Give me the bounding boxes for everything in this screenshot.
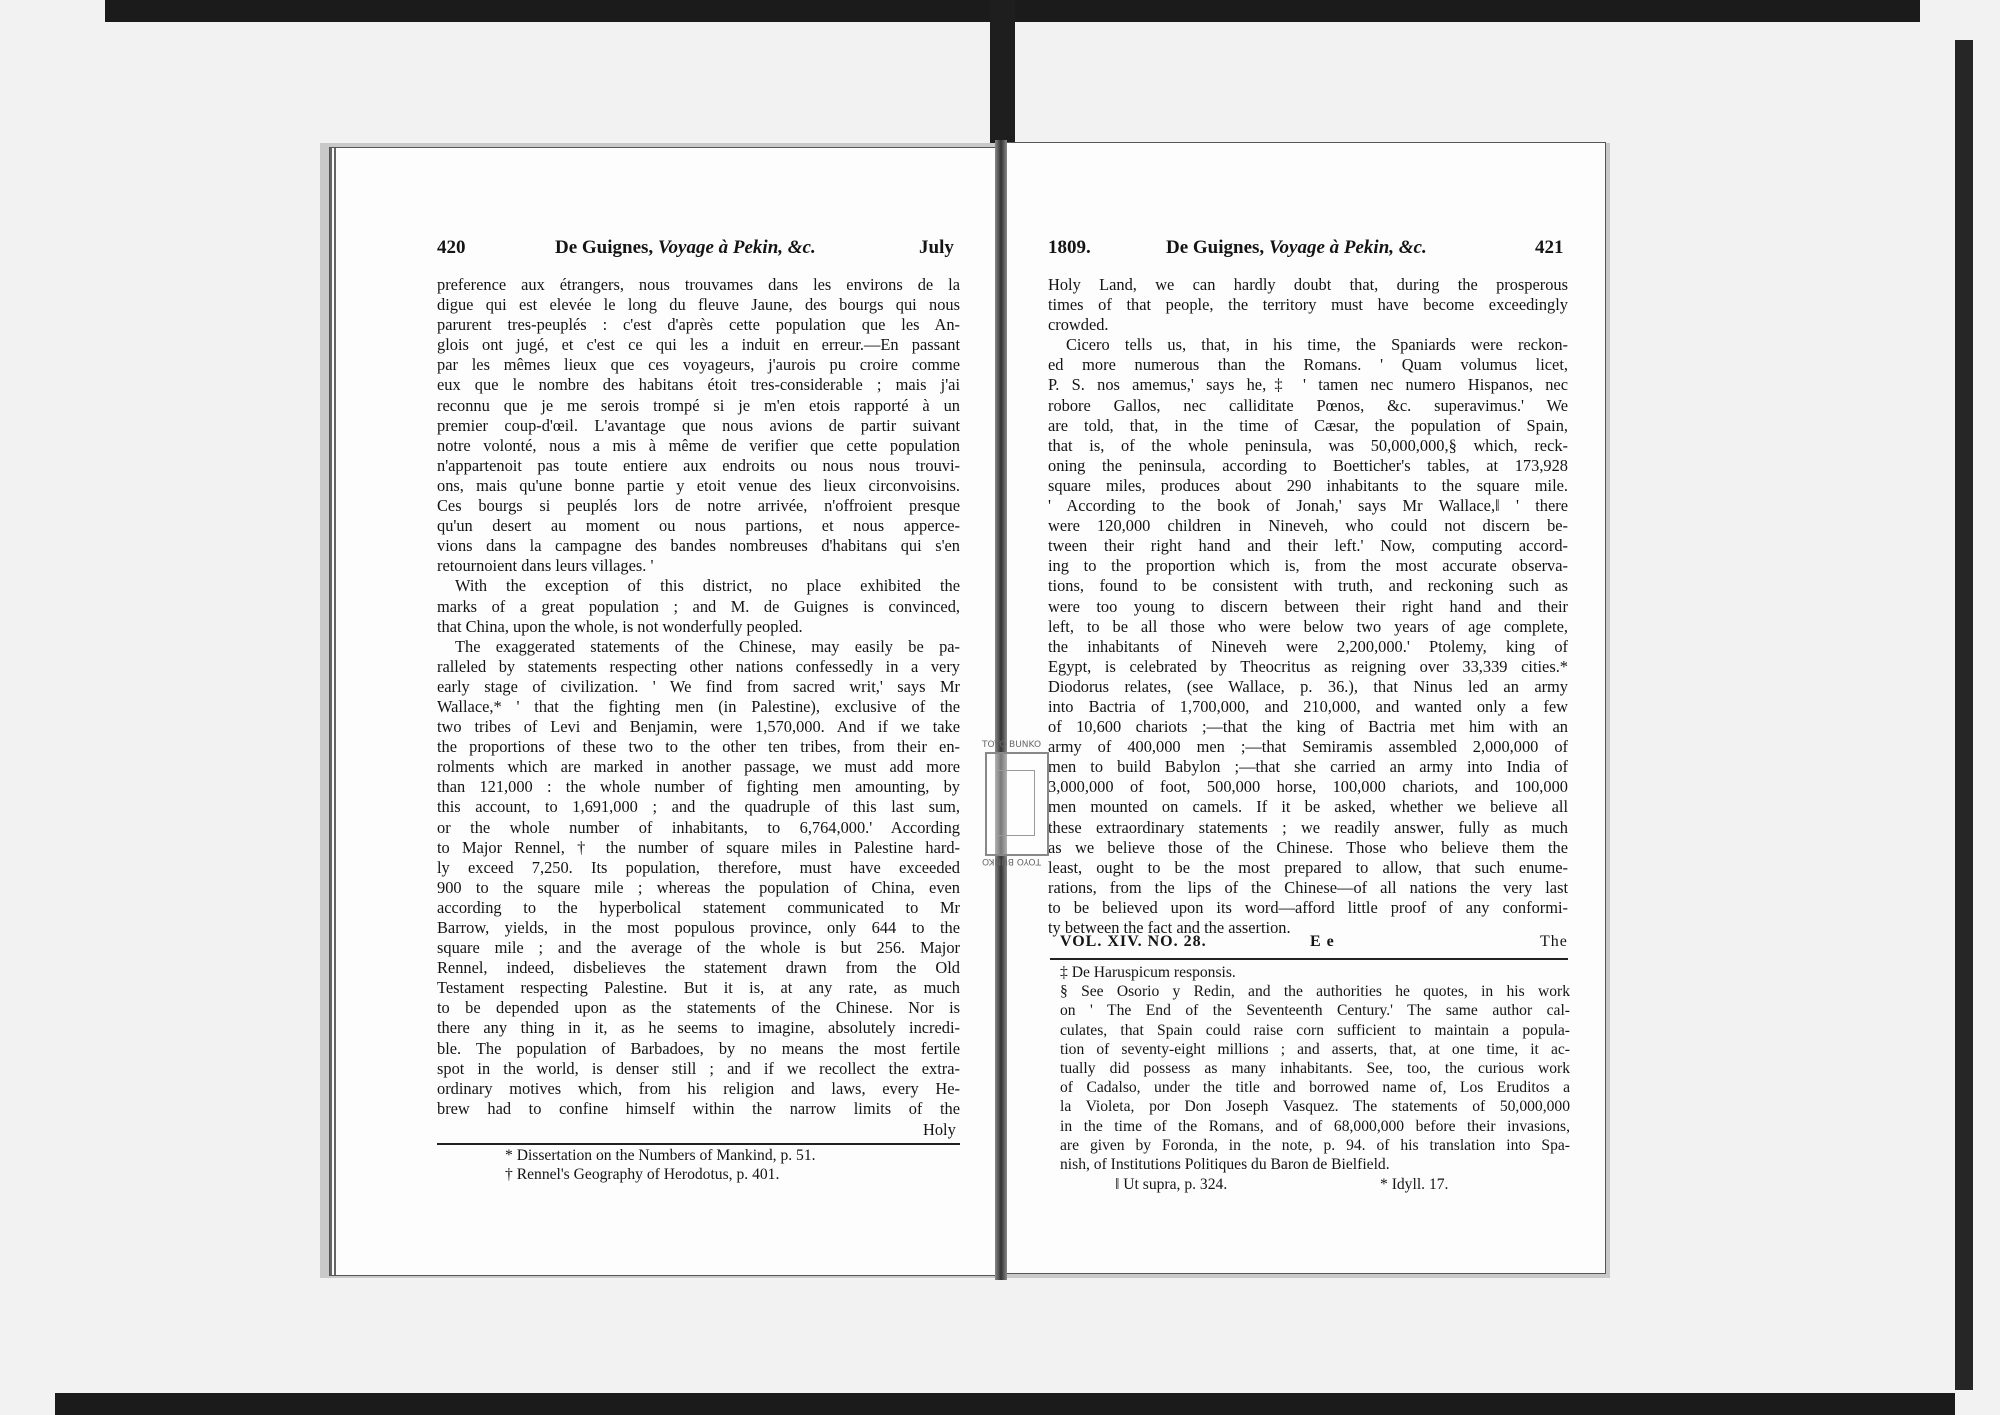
library-stamp-bottom-text: TOYO BUNKO [982,856,1042,866]
text-line: that China, upon the whole, is not wonderfully peopled. [437,616,803,636]
text-line: qu'un desert au moment ou nous partions, et nous apperce- [437,516,960,536]
text-line: ed more numerous than the Romans. ' Quam volumus licet, [1048,355,1568,375]
text-line: than 121,000 : the whole number of fighting men amounting, by [437,777,960,797]
footnote-line: culates, that Spain could raise corn sufficient to maintain a popula- [1060,1021,1570,1039]
footnote-line: § See Osorio y Redin, and the authorities he quotes, in his work [1060,983,1570,1001]
text-line: oning the peninsula, according to Boetticher's tables, at 173,928 [1048,455,1568,475]
scan-background: 420 De Guignes, Voyage à Pekin, &c. July preference aux étrangers, nous trouvames dans les environs de la digue qui est elevée le long du fleuve Jaune, des bourgs qui nous parurent tres-peuplés : c'est d'après cette population que les An- glois ont jugé, et c'est ce qui les a induit en erreur.—En passant par les mêmes lieux que ces voyageurs, j'aurois pu croire comme eux que le nombre des habitans étoit tres-considerable ; mais j'ai reconnu que je me serois trompé si je m'en etois rapporté à un premier coup-d'œil. L'avantage que nous avions de partir suivant notre volonté, nous a mis à même de verifier que cette population n'appartenoit pas toute entiere aux endroits ou nous nous trouvi- ons, mais qu'une bonne partie y etoit venue des lieux circonvoisins. Ces bourgs si peuplés lors de notre arrivée, n'offroient presque qu'un desert au moment ou nous partions, et nous apperce- vions dans la campagne des bandes nombreuses d'habitans qui s'en retournoient dans leurs villages. ' With the exception of this district, no place exhibited the marks of a great population ; and M. de Guignes is convinced, that China, upon the whole, is not wonderfully peopled. The exaggerated statements of the Chinese, may easily be pa- ralleled by statements respecting other nations confessedly in a very early stage of civilization. ' We find from sacred writ,' says Mr Wallace,* ' that the fighting men (in Palestine), exclusive of the two tribes of Levi and Benjamin, were 1,570,000. And if we take the proportions of these two to the other ten tribes, from their en- rolments which are marked in another passage, we must add more than 121,000 : the whole number of fighting men amounting, by this account, to 1,691,000 ; and the quadruple of this last sum, or the whole number of inhabitants, to 6,764,000.' According to Major Rennel, † the number of square miles in Palestine hard- ly exceed 7,250. Its population, therefore, must have exceeded 900 to the square mile ; whereas the population of China, even according to the hyperbolical statement communicated to Mr Barrow, yields, in the most populous province, only 644 to the square mile ; and the average of the whole is but 256. Major Rennel, indeed, disbelieves the statement drawn from the Old Testament respecting Palestine. But it is, at any rate, as much to be depended upon as the statements of the Chinese. Nor is there any thing in it, as he seems to imagine, absolutely incredi- ble. The population of Barbadoes, by no means the most fertile spot in the world, is denser still ; and if we recollect the extra- ordinary motives which, from his religion and laws, every He- brew had to confine himself within the narrow limits of the Holy * Dissertation on the Numbers of Mankind, p. 51. † Rennel's Geography of Herodotus, p. 401. 1809. De Guignes, Voyage à Pekin, &c. 421 Holy Land, we can hardly doubt that, during the prosperous times of that people, the territory must have become exceedingly crowded. Cicero tells us, that, in his time, the Spaniards were reckon- ed more numerous than the Romans. ' Quam volumus licet, P. S. nos amemus,' says he,‡ ' tamen nec numero Hispanos, nec robore Gallos, nec calliditate Pœnos, &c. superavimus.' We are told, that, in the time of Cæsar, the population of Spain, that is, of the whole peninsula, was 50,000,000,§ which, reck- oning the peninsula, according to Boetticher's tables, at 173,928 square miles, produces about 290 inhabitants to the square mile. ' According to the book of Jonah,' says Mr Wallace,‖ ' there were 120,000 children in Nineveh, who could not discern be- tween their right hand and their left.' Now, computing accord- ing to the proportion which is, from the most accurate observa- tions, found to be consistent with truth, and reckoning such as were too young to discern between their right hand and their left, to be all those who were below two years of age complete, the inhabitants of Nineveh were 2,200,000.' Ptolemy, king of Egypt, is celebrated by Theocritus as reigning over 33,339 cities.* Diodorus relates, (see Wallace, p. 36.), that Ninus led an army into Bactria of 1,700,000, and 210,000, and wanted only a few of 10,600 chariots ;—that the king of Bactria met him with an army of 400,000 men ;—that Semiramis assembled 2,000,000 of men to build Babylon ;—that she carried an army into India of 3,000,000 of foot, 500,000 horse, 100,000 chariots, and 100,000 men mounted on camels. If it be asked, whether we believe all these extraordinary statements ; we readily answer, fully as much as we believe those of the Chinese. Those who believe them the least, ought to be the most prepared to allow, that such enume- rations, from the lips of the Chinese—of all nations the very last to be believed upon its word—afford little proof of any conformi- ty between the fact and the assertion. VOL. XIV. NO. 28. E e The ‡ De Haruspicum responsis. § See Osorio y Redin, and the authorities he quotes, in his work on ' The End of the Seventeenth Century.' The same author cal- culates, that Spain could raise corn sufficient to maintain a popula- tion of seventy-eight millions ; and asserts, that, at one time, it ac- tually did possess as many inhabitants. See, too, the curious work of Cadalso, under the title and borrowed name of, Los Eruditos a la Violeta, por Don Joseph Vasquez. The statements of 50,000,000 in the time of the Romans, and of 68,000,000 before their invasions, are given by Foronda, in the note, p. 94. of his translation into Spa- nish, of Institutions Politiques du Baron de Bielfield. ‖ Ut supra, p. 324. * Idyll. 17. TOYO BUNKO TOYO BUNKO [0,0,2000,1415]
text-line: were 120,000 children in Nineveh, who could not discern be- [1048,516,1568,536]
footnote-line: la Violeta, por Don Joseph Vasquez. The statements of 50,000,000 [1060,1098,1570,1116]
left-catchword: Holy [923,1120,956,1139]
text-line: Cicero tells us, that, in his time, the Spaniards were reckon- [1066,335,1568,355]
text-line: The exaggerated statements of the Chinese, may easily be pa- [455,636,960,656]
right-running-head [1048,237,1564,267]
left-footnotes [505,1146,816,1184]
footnote-line: tually did possess as many inhabitants. See, too, the curious work [1060,1059,1570,1077]
text-line: parurent tres-peuplés : c'est d'après cette population que les An- [437,315,960,335]
text-line: vions dans la campagne des bandes nombreuses d'habitans qui s'en [437,536,960,556]
text-line: there any thing in it, as he seems to imagine, absolutely incredi- [437,1018,960,1038]
scan-edge-top-right [1015,0,1920,22]
text-line: brew had to confine himself within the narrow limits of the [437,1098,960,1118]
text-line: ' According to the book of Jonah,' says Mr Wallace,‖ ' there [1048,496,1568,516]
text-line: early stage of civilization. ' We find from sacred writ,' says Mr [437,676,960,696]
text-line: retournoient dans leurs villages. ' [437,556,654,576]
text-line: marks of a great population ; and M. de Guignes is convinced, [437,596,960,616]
footnote-line: nish, of Institutions Politiques du Baron de Bielfield. [1060,1155,1390,1173]
text-line: into Bactria of 1,700,000, and 210,000, and wanted only a few [1048,696,1568,716]
text-line: tions, found to be consistent with truth, and reckoning such as [1048,576,1568,596]
footnote-line: on ' The End of the Seventeenth Century.' The same author cal- [1060,1002,1570,1020]
library-stamp-seal [997,770,1035,836]
book-gutter [995,140,1007,1280]
text-line: this account, to 1,691,000 ; and the quadruple of this last sum, [437,797,960,817]
scan-edge-top-left [105,0,990,22]
text-line: army of 400,000 men ;—that Semiramis assembled 2,000,000 of [1048,737,1568,757]
scan-spine-shadow [990,0,1015,150]
text-line: or the whole number of inhabitants, to 6,764,000.' According [437,817,960,837]
scan-edge-right [1955,40,1973,1390]
text-line: as we believe those of the Chinese. Those who believe them the [1048,837,1568,857]
right-year: 1809. [1048,237,1091,258]
text-line: to Major Rennel, † the number of square miles in Palestine hard- [437,837,960,857]
library-stamp [985,752,1049,856]
text-line: that is, of the whole peninsula, was 50,000,000,§ which, reck- [1048,435,1568,455]
text-line: eux que le nombre des habitans étoit tres-considerable ; mais j'ai [437,375,960,395]
right-footnote-rule [1050,958,1568,960]
text-line: men mounted on camels. If it be asked, whether we believe all [1048,797,1568,817]
text-line: par les mêmes lieux que ces voyageurs, j'aurois pu croire comme [437,355,960,375]
text-line: were too young to discern between their right hand and their [1048,596,1568,616]
text-line: P. S. nos amemus,' says he,‡ ' tamen nec numero Hispanos, nec [1048,375,1568,395]
right-body-text [1048,275,1568,938]
text-line: ordinary motives which, from his religion and laws, every He- [437,1078,960,1098]
text-line: square mile ; and the average of the whole is but 256. Major [437,938,960,958]
text-line: square miles, produces about 290 inhabitants to the square mile. [1048,475,1568,495]
left-footnote-rule [437,1143,960,1145]
footnote-line: are given by Foronda, in the note, p. 94. of his translation into Spa- [1060,1136,1570,1154]
text-line: to be depended upon as the statements of the Chinese. Nor is [437,998,960,1018]
text-line: robore Gallos, nec calliditate Pœnos, &c. superavimus.' We [1048,395,1568,415]
text-line: two tribes of Levi and Benjamin, were 1,570,000. And if we take [437,717,960,737]
left-page-number: 420 [437,237,466,258]
footnote-line: in the time of the Romans, and of 68,000,000 before their invasions, [1060,1117,1570,1135]
left-running-month: July [919,237,954,258]
text-line: With the exception of this district, no place exhibited the [455,576,960,596]
text-line: these extraordinary statements ; we readily answer, fully as much [1048,817,1568,837]
text-line: Egypt, is celebrated by Theocritus as reigning over 33,339 cities.* [1048,656,1568,676]
text-line: ly exceed 7,250. Its population, therefore, must have exceeded [437,857,960,877]
text-line: left, to be all those who were below two years of age complete, [1048,616,1568,636]
left-running-head [437,237,957,267]
text-line: notre volonté, nous a mis à même de verifier que cette population [437,435,960,455]
text-line: Holy Land, we can hardly doubt that, during the prosperous [1048,275,1568,294]
text-line: according to the hyperbolical statement communicated to Mr [437,897,960,917]
text-line: least, ought to be the most prepared to allow, that such enume- [1048,857,1568,877]
text-line: 3,000,000 of foot, 500,000 horse, 100,000 chariots, and 100,000 [1048,777,1568,797]
text-line: crowded. [1048,315,1109,335]
footnote-line: * Dissertation on the Numbers of Mankind, p. 51. [505,1147,816,1164]
scan-edge-bottom [55,1393,1955,1415]
right-running-title: De Guignes, Voyage à Pekin, &c. [1166,237,1427,258]
text-line: of 10,600 chariots ;—that the king of Bactria met him with an [1048,717,1568,737]
text-line: the proportions of these two to the other ten tribes, from their en- [437,737,960,757]
text-line: ble. The population of Barbadoes, by no means the most fertile [437,1038,960,1058]
text-line: the inhabitants of Nineveh were 2,200,000.' Ptolemy, king of [1048,636,1568,656]
footnote-line: of Cadalso, under the title and borrowed name of, Los Eruditos a [1060,1079,1570,1097]
text-line: reconnu que je me serois trompé si je m'en etois rapporté à un [437,395,960,415]
text-line: premier coup-d'œil. L'avantage que nous avions de partir suivant [437,415,960,435]
library-stamp-top-text: TOYO BUNKO [982,740,1042,750]
text-line: ons, mais qu'une bonne partie y etoit venue des lieux circonvoisins. [437,475,960,495]
text-line: Rennel, indeed, disbelieves the statement drawn from the Old [437,958,960,978]
text-line: tween their right hand and their left.' Now, computing accord- [1048,536,1568,556]
text-line: Testament respecting Palestine. But it is, at any rate, as much [437,978,960,998]
text-line: ty between the fact and the assertion. [1048,918,1291,937]
right-page-number: 421 [1535,237,1564,258]
footnote-line: ‡ De Haruspicum responsis. [1060,964,1236,981]
text-line: to be believed upon its word—afford little proof of any conformi- [1048,897,1568,917]
left-body-text [437,275,960,1119]
text-line: ralleled by statements respecting other nations confessedly in a very [437,656,960,676]
text-line: 900 to the square mile ; whereas the population of China, even [437,877,960,897]
text-line: Diodorus relates, (see Wallace, p. 36.), that Ninus led an army [1048,676,1568,696]
text-line: rolments which are marked in another passage, we must add more [437,757,960,777]
text-line: are told, that, in the time of Cæsar, the population of Spain, [1048,415,1568,435]
text-line: n'appartenoit pas toute entiere aux endroits ou nous nous trouvi- [437,455,960,475]
left-running-title: De Guignes, Voyage à Pekin, &c. [555,237,816,258]
text-line: Barrow, yields, in the most populous province, only 644 to the [437,918,960,937]
text-line: Wallace,* ' that the fighting men (in Palestine), exclusive of the [437,696,960,716]
text-line: Ces bourgs si peuplés lors de notre arrivée, n'offroient presque [437,496,960,516]
text-line: preference aux étrangers, nous trouvames dans les environs de la [437,275,960,294]
text-line: glois ont jugé, et c'est ce qui les a induit en erreur.—En passant [437,335,960,355]
text-line: men to build Babylon ;—that she carried an army into India of [1048,757,1568,777]
text-line: digue qui est elevée le long du fleuve Jaune, des bourgs qui nous [437,295,960,315]
footnote-line: † Rennel's Geography of Herodotus, p. 401. [505,1166,780,1184]
text-line: ing to the proportion which is, from the most accurate observa- [1048,556,1568,576]
text-line: rations, from the lips of the Chinese—of all nations the very last [1048,877,1568,897]
text-line: times of that people, the territory must have become exceedingly [1048,295,1568,315]
text-line: spot in the world, is denser still ; and if we recollect the extra- [437,1058,960,1078]
footnote-line: tion of seventy-eight millions ; and asserts, that, at one time, it ac- [1060,1040,1570,1058]
right-footnotes [1060,963,1570,1174]
